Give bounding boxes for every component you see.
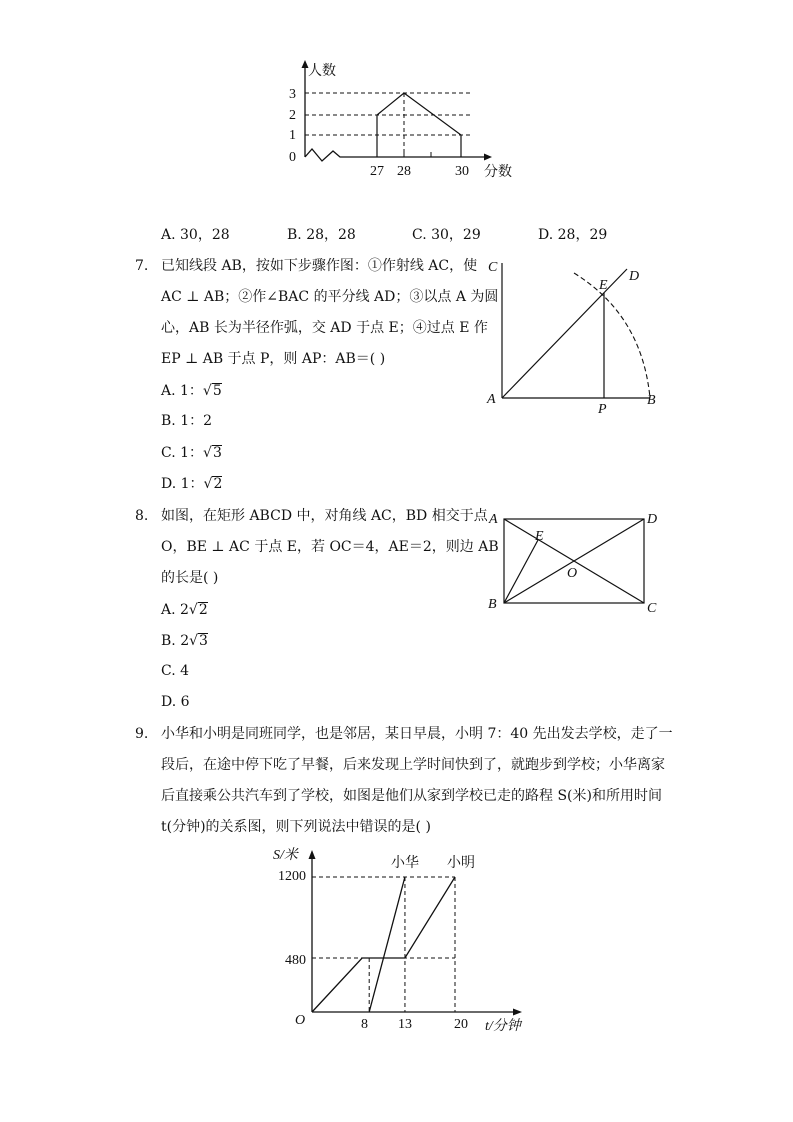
- q7-option-d-root: 2: [213, 476, 223, 492]
- q7-text-line-4: EP ⊥ AB 于点 P，则 AP：AB＝( ): [161, 351, 386, 367]
- y-tick-3: 3: [289, 87, 296, 102]
- q8-label-c: C: [647, 601, 657, 615]
- q8-option-c-label: C. 4: [161, 663, 190, 679]
- q7-option-c-label: C. 1：: [161, 445, 204, 461]
- q6-option-c[interactable]: C. 30，29: [412, 227, 481, 243]
- q8-label-a: A: [489, 512, 498, 527]
- q7-geometry-figure: [480, 255, 670, 415]
- q7-label-c: C: [488, 260, 498, 275]
- x-tick-27: 27: [370, 164, 384, 179]
- q9-x-tick-20: 20: [454, 1017, 468, 1032]
- q8-option-b-root: 3: [199, 633, 208, 649]
- q7-option-a[interactable]: [161, 383, 222, 398]
- q7-option-a-label: A. 1：: [161, 383, 203, 399]
- q8-option-a[interactable]: [161, 602, 208, 617]
- q9-x-tick-13: 13: [398, 1017, 412, 1032]
- y-tick-2: 2: [289, 108, 296, 123]
- q8-text-line-3: 的长是( ): [161, 570, 219, 586]
- y-tick-0: 0: [289, 150, 296, 165]
- q9-text-line-4: t(分钟)的关系图，则下列说法中错误的是( ): [161, 819, 431, 835]
- q8-option-d-label: D. 6: [161, 694, 190, 710]
- q7-option-c-root: 3: [212, 445, 222, 461]
- q7-text-line-3: 心，AB 长为半径作弧，交 AD 于点 E；④过点 E 作: [161, 320, 488, 336]
- q8-option-d[interactable]: [161, 695, 190, 709]
- q7-label-b: B: [647, 393, 656, 408]
- q7-option-b-label: B. 1：2: [161, 413, 213, 429]
- q8-option-b[interactable]: [161, 633, 208, 648]
- y-tick-1: 1: [289, 128, 296, 143]
- q9-text-line-3: 后直接乘公共汽车到了学校，如图是他们从家到学校已走的路程 S(米)和所用时间: [161, 788, 662, 804]
- q7-label-d: D: [629, 269, 640, 284]
- sqrt-icon: √: [188, 602, 198, 618]
- q8-number: 8.: [135, 508, 149, 524]
- sqrt-icon: √: [202, 383, 212, 399]
- q9-series-label-xiaohua: 小华: [391, 856, 419, 871]
- q9-text-line-1: 小华和小明是同班同学，也是邻居，某日早晨，小明 7：40 先出发去学校，走了一: [161, 726, 673, 742]
- q9-series-label-xiaoming: 小明: [447, 856, 475, 871]
- q7-number: 7.: [135, 258, 149, 274]
- sqrt-icon: √: [203, 445, 212, 461]
- q7-label-e: E: [599, 278, 608, 293]
- q9-text-line-2: 段后，在途中停下吃了早餐，后来发现上学时间快到了，就跑步到学校；小华离家: [161, 757, 665, 773]
- q6-option-d[interactable]: D. 28，29: [538, 227, 608, 243]
- q8-option-c[interactable]: [161, 664, 189, 678]
- q9-series-line-xiaoming: [312, 877, 455, 1012]
- q7-label-p: P: [598, 402, 607, 415]
- q9-x-tick-8: 8: [361, 1017, 368, 1032]
- x-tick-28: 28: [397, 164, 411, 179]
- q8-rectangle-figure: [480, 505, 670, 615]
- q7-label-a: A: [487, 392, 496, 407]
- score-frequency-chart: [280, 55, 520, 185]
- q8-label-d: D: [647, 512, 658, 527]
- sqrt-icon: √: [203, 476, 213, 492]
- q8-option-a-root: 2: [198, 602, 208, 618]
- q8-label-o: O: [567, 566, 578, 581]
- q8-text-line-1: 如图，在矩形 ABCD 中，对角线 AC，BD 相交于点: [161, 508, 488, 524]
- q7-text-line-2: AC ⊥ AB；②作∠BAC 的平分线 AD；③以点 A 为圆: [161, 289, 499, 305]
- q7-option-a-root: 5: [212, 383, 222, 399]
- distance-time-chart: [265, 842, 535, 1042]
- x-tick-30: 30: [455, 164, 469, 179]
- q8-label-b: B: [488, 597, 497, 612]
- q9-number: 9.: [135, 726, 149, 742]
- q9-x-axis-label: t/分钟: [485, 1019, 521, 1034]
- q6-option-a[interactable]: A. 30，28: [161, 227, 230, 243]
- score-frequency-line: [377, 93, 461, 135]
- q6-option-b[interactable]: B. 28，28: [287, 227, 356, 243]
- q7-option-b[interactable]: [161, 414, 212, 428]
- q9-y-tick-1200: 1200: [278, 869, 306, 884]
- x-axis-label: 分数: [484, 165, 512, 180]
- y-axis-label: 人数: [308, 64, 336, 79]
- q9-y-axis-label: S/米: [273, 848, 298, 863]
- q8-option-a-label: A. 2: [161, 602, 189, 618]
- q7-option-d-label: D. 1：: [161, 476, 204, 492]
- q7-option-d[interactable]: [161, 476, 222, 491]
- q7-text-line-1: 已知线段 AB，按如下步骤作图：①作射线 AC，使: [161, 258, 478, 274]
- q8-text-line-2: O，BE ⊥ AC 于点 E，若 OC＝4，AE＝2，则边 AB: [161, 539, 499, 555]
- q9-y-tick-480: 480: [285, 953, 306, 968]
- q9-origin-label: O: [295, 1013, 306, 1028]
- sqrt-icon: √: [189, 633, 199, 649]
- q8-option-b-label: B. 2: [161, 633, 190, 649]
- q7-option-c[interactable]: [161, 445, 222, 460]
- q8-label-e: E: [535, 529, 544, 544]
- q9-series-line-xiaohua: [369, 877, 405, 1012]
